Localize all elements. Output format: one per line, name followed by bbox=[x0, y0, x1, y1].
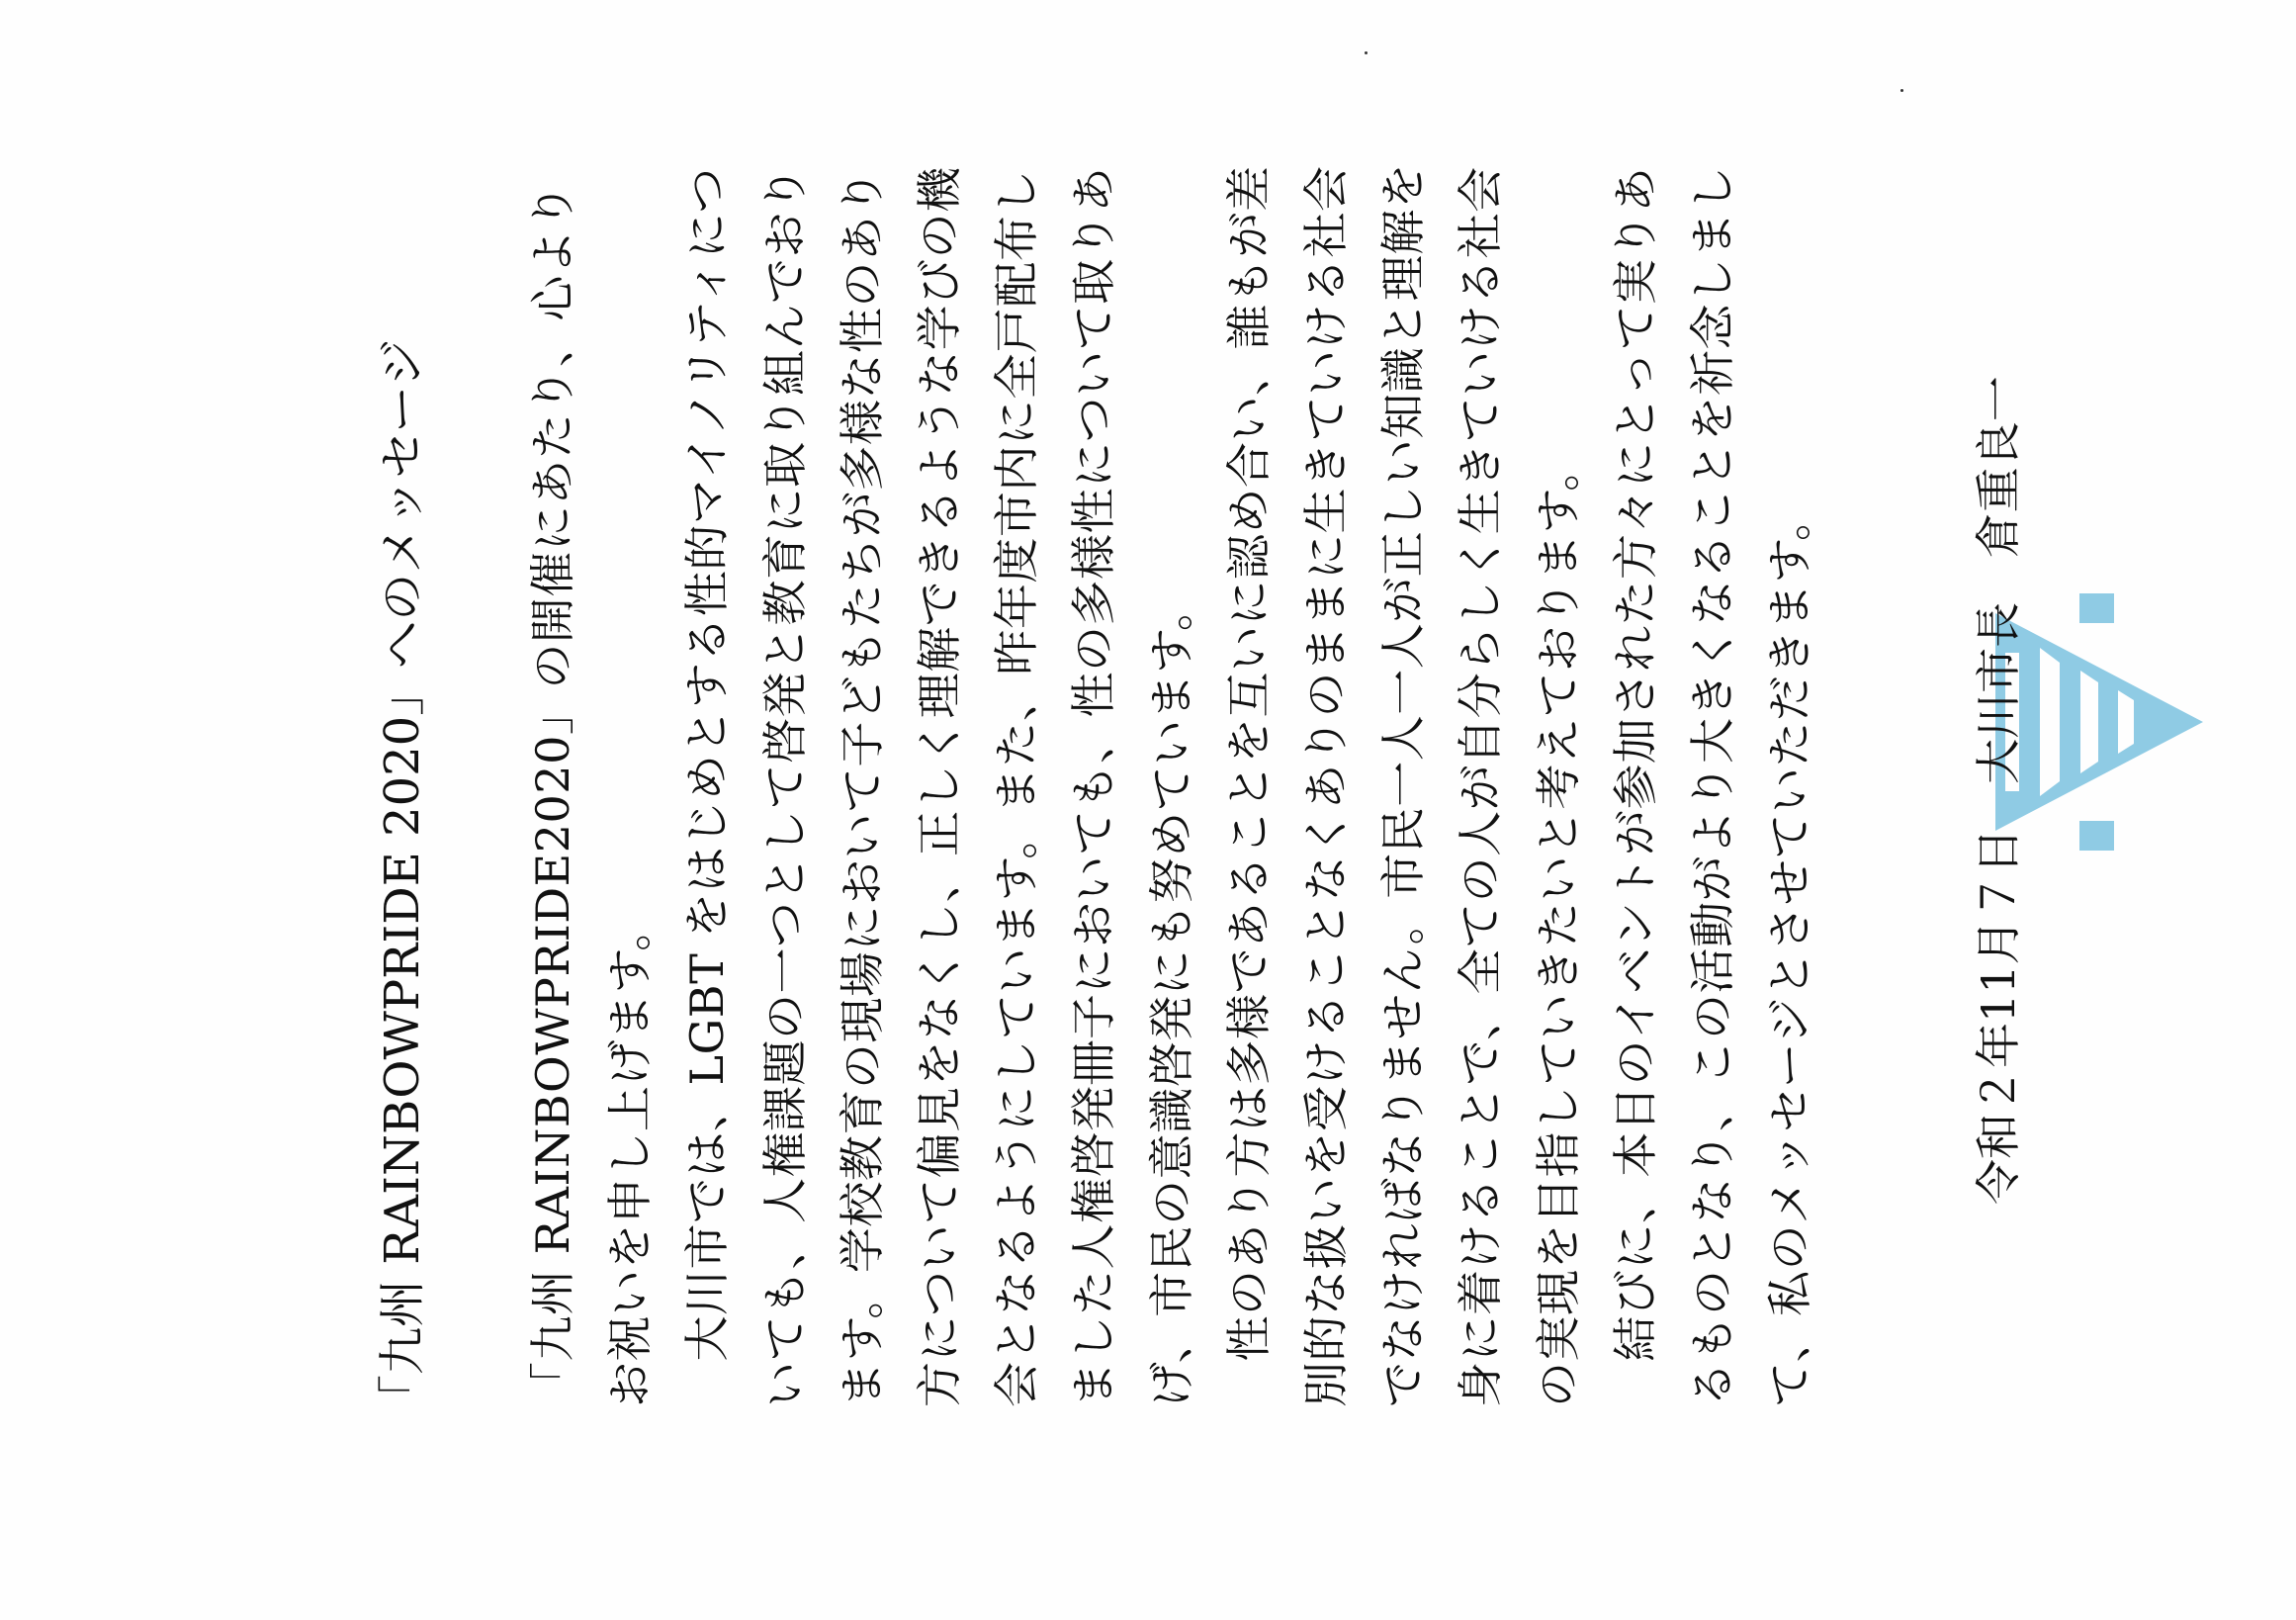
paragraph-diversity: 性のあり方は多様であることを互いに認め合い、誰もが差別的な扱いを受けることなくありのままに生きていける社会でなければなりません。市民一人一人が正しい知識と理解を身に着けることで、全ての人が自分らしく生きていける社会の実現を目指していきたいと考えております。 bbox=[1221, 162, 1585, 1407]
letter-body bbox=[514, 161, 1828, 1407]
signature-date: 令和２年11月７日 bbox=[1972, 828, 2025, 1205]
signature-line bbox=[1963, 117, 2028, 1205]
scan-speck bbox=[1900, 89, 1903, 92]
paragraph-greeting: 「九州 RAINBOWPRIDE2020」の開催にあたり、心よりお祝いを申し上げます。 bbox=[526, 183, 658, 1407]
scan-speck bbox=[1365, 51, 1368, 54]
paragraph-closing: 結びに、本日のイベントが参加された方々にとって実りあるものとなり、この活動がより大きくなることを祈念しまして、私のメッセージとさせていただきます。 bbox=[1608, 165, 1817, 1407]
paragraph-city-efforts: 大川市では、LGBT をはじめとする性的マイノリティについても、人権課題の一つとして啓発と教育に取り組んでおります。学校教育の現場において子どもたちが多様な性のあり方について偏見をなくし、正しく理解できるような学びの機会となるようにしています。また、昨年度市内に全戸配布しました人権啓発冊子においても、性の多様性について取りあげ、市民の意識啓発にも努めています。 bbox=[680, 165, 1198, 1407]
signature-position: 大川市長 bbox=[1972, 601, 2025, 784]
page-title: 「九州 RAINBOWPRIDE 2020」へのメッセージ bbox=[375, 338, 430, 1422]
signature-name: 倉重良一 bbox=[1972, 376, 2025, 559]
